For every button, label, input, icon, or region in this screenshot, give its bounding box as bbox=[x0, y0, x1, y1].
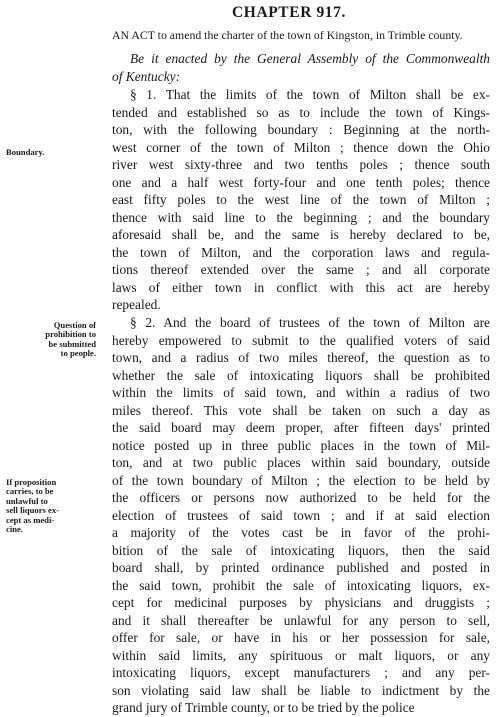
body-line: notice posted up in three public places in the town of Mil- bbox=[112, 437, 490, 453]
body-line: the town of Milton, and the corporation laws and regula- bbox=[112, 244, 490, 260]
margin-note-line: carries, to be bbox=[6, 486, 54, 497]
margin-note-line: unlawful to bbox=[6, 495, 48, 506]
body-line: ton, and at two public places within said boundary, outside bbox=[112, 455, 490, 470]
section-2 bbox=[112, 314, 490, 717]
body-line: cept for medicinal purposes by physicians and druggists ; bbox=[112, 595, 490, 610]
margin-note-line: cept as medi- bbox=[6, 514, 55, 525]
body-line: of the town boundary of Milton ; the election to be held by bbox=[112, 472, 490, 488]
margin-note-line: Question of bbox=[53, 320, 96, 330]
body-line: laws of either town in conflict with this act are hereby bbox=[112, 279, 490, 295]
enacting-clause bbox=[112, 50, 490, 85]
margin-note-line: cine. bbox=[6, 524, 23, 535]
body-line: west corner of the town of Milton ; thence down the Ohio bbox=[112, 139, 490, 155]
body-line: § 2. And the board of trustees of the town of Milton are bbox=[130, 315, 490, 330]
body-line: river west sixty-three and two tenths poles ; thence south bbox=[112, 157, 490, 172]
body-line: thence with said line to the beginning ; and the boundary bbox=[112, 209, 490, 225]
body-line: ton, with the following boundary : Beginning at the north- bbox=[112, 122, 490, 137]
margin-note-question-of-prohibition bbox=[6, 321, 96, 359]
enacting-clause-line: Be it enacted by the General Assembly of the Commonwealth bbox=[130, 51, 490, 66]
body-line: board shall, by printed ordinance published and posted in bbox=[112, 560, 490, 575]
body-line: within the limits of said town, and within a radius of two bbox=[112, 385, 490, 400]
body-line: the said board may deem proper, after fifteen days' printed bbox=[112, 420, 490, 435]
margin-note-line: If proposition bbox=[6, 477, 57, 487]
body-line: miles thereof. This vote shall be taken on such a day as bbox=[112, 402, 490, 418]
margin-note-proposition-carries bbox=[6, 478, 96, 534]
body-line: bition of the sale of intoxicating liquors, then the said bbox=[112, 542, 490, 558]
body-line: tions thereof extended over the same ; and all corporate bbox=[112, 262, 490, 277]
margin-note-line: sell liquors ex- bbox=[6, 505, 59, 516]
margin-note-line: be submitted bbox=[48, 338, 96, 349]
body-line: hereby empowered to submit to the qualified voters of said bbox=[112, 332, 490, 348]
body-line: the officers or persons now authorized to be held for the bbox=[112, 490, 490, 505]
body-line: intoxicating liquors, except manufacturers ; and any per- bbox=[112, 665, 490, 680]
body-line: the said town, prohibit the sale of intoxicating liquors, ex- bbox=[112, 577, 490, 593]
body-line: a majority of the votes cast be in favor of the prohi- bbox=[112, 525, 490, 540]
body-line: within said limits, any spirituous or malt liquors, or any bbox=[112, 647, 490, 663]
body-line: election of trustees of said town ; and if at said election bbox=[112, 507, 490, 523]
body-line: and it shall thereafter be unlawful for any person to sell, bbox=[112, 612, 490, 628]
margin-note-line: prohibition to bbox=[45, 329, 96, 340]
body-line: offer for sale, or have in his or her possession for sale, bbox=[112, 630, 490, 645]
margin-note-boundary: Boundary. bbox=[6, 147, 45, 157]
body-line: repealed. bbox=[112, 297, 161, 312]
chapter-heading: CHAPTER 917. bbox=[232, 4, 346, 21]
margin-note-line: to people. bbox=[60, 348, 96, 359]
act-title: AN ACT to amend the charter of the town of Kingston, in Trimble county. bbox=[112, 28, 463, 42]
body-line: § 1. That the limits of the town of Milton shall be ex- bbox=[130, 87, 490, 102]
body-line: tended and established so as to include the town of Kings- bbox=[112, 104, 490, 120]
body-line: town, and a radius of two miles thereof, the question as to bbox=[112, 350, 490, 365]
body-line: east fifty poles to the west line of the town of Milton ; bbox=[112, 192, 490, 207]
section-1 bbox=[112, 86, 490, 314]
body-line: whether the sale of intoxicating liquors shall be prohibited bbox=[112, 367, 490, 383]
body-line: aforesaid shall be, and the same is hereby declared to be, bbox=[112, 227, 490, 242]
body-line: one and a half west forty-four and one tenth poles; thence bbox=[112, 174, 490, 190]
body-line: son violating said law shall be liable to indictment by the bbox=[112, 682, 490, 698]
enacting-clause-line: of Kentucky: bbox=[112, 68, 181, 84]
body-line: grand jury of Trimble county, or to be tried by the police bbox=[112, 700, 415, 715]
